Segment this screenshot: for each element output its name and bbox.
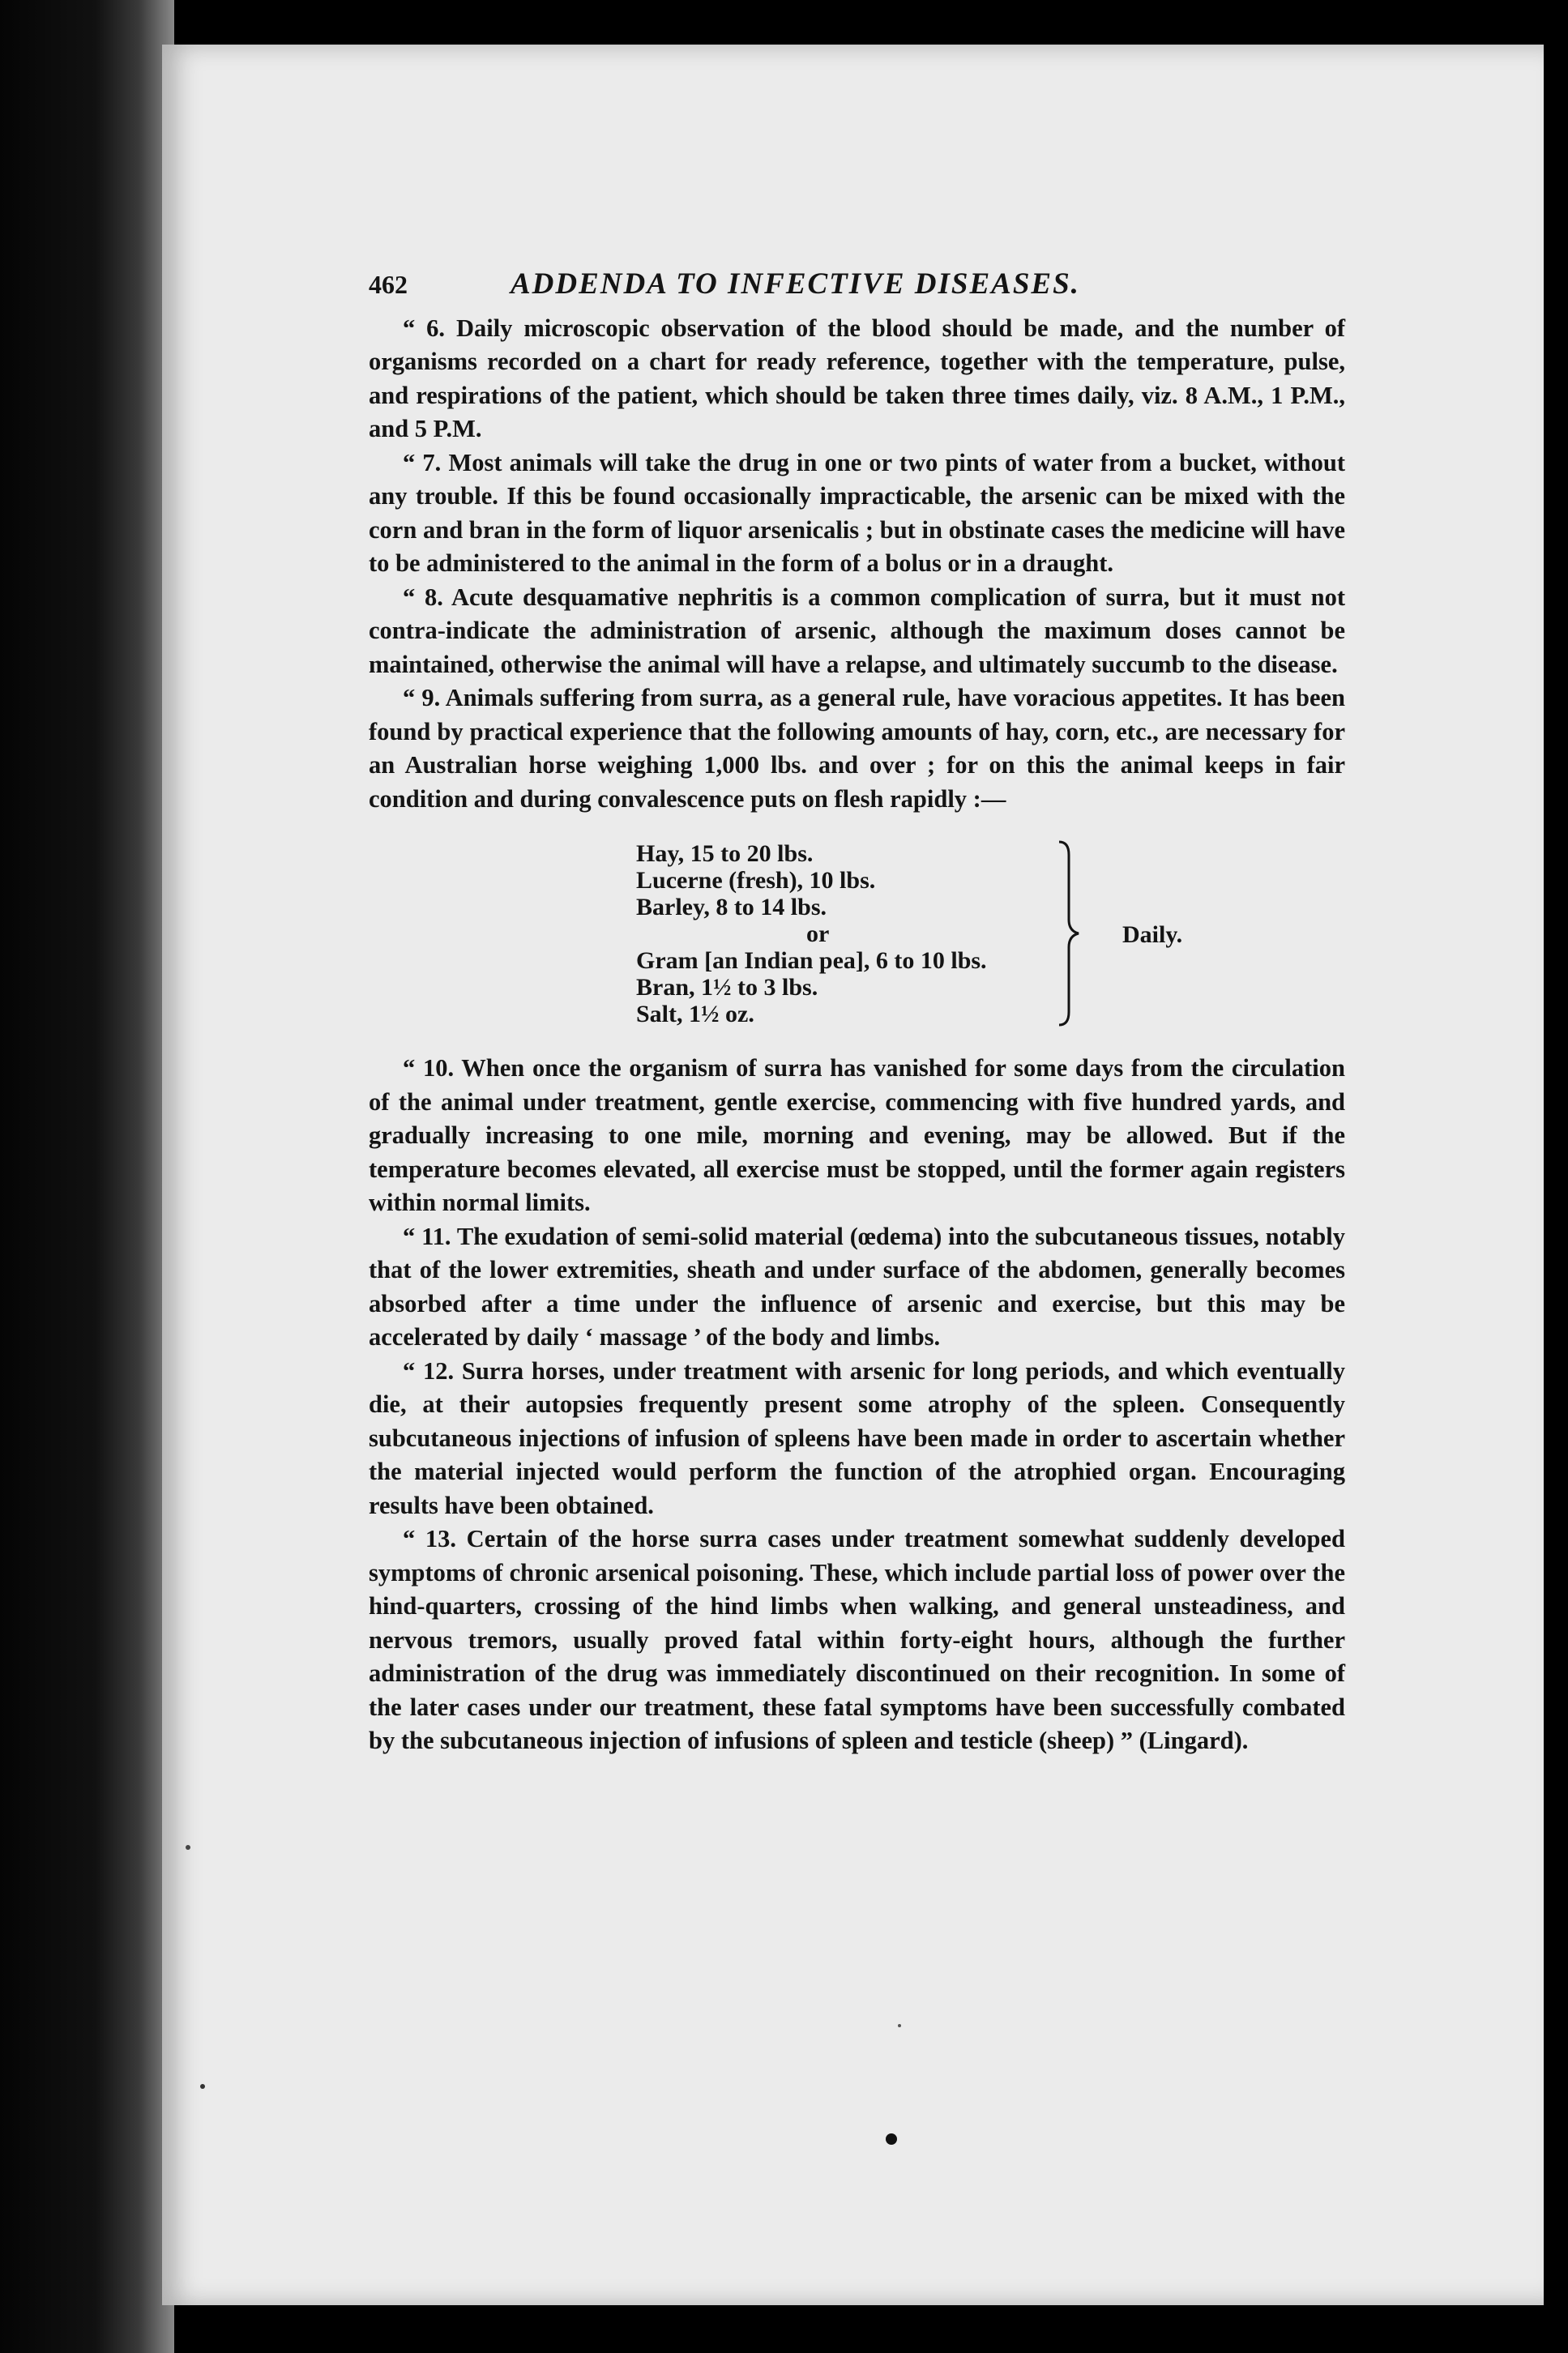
diet-item-gram: Gram [an Indian pea], 6 to 10 lbs. — [636, 947, 987, 974]
paragraph-7: “ 7. Most animals will take the drug in one or two pints of water from a bucket, without any trouble. If this be found occasionally impracticable, the arsenic can be mixed with the corn and bran in the form of liquor arsenicalis ; but in obstinate cases the medicine will have to be administered to the animal in the form of a bolus or in a draught. — [369, 448, 1345, 577]
ink-speck — [200, 2084, 205, 2089]
diet-item-hay: Hay, 15 to 20 lbs. — [636, 840, 814, 867]
diet-item-salt: Salt, 1½ oz. — [636, 1001, 754, 1027]
paragraph-8: “ 8. Acute desquamative nephritis is a common complication of surra, but it must not contra-indicate the administration of arsenic, although the maximum doses cannot be maintained, otherwise the animal will have a relapse, and ultimately succumb to the disease. — [369, 583, 1345, 678]
ink-speck — [186, 1845, 190, 1850]
page-text — [369, 267, 1345, 1758]
paragraph-12: “ 12. Surra horses, under treatment with arsenic for long periods, and which eventually die, at their autopsies frequently present some atrophy of the spleen. Consequently subcutaneous injections of infusion of spleens have been made in order to ascertain whether the material injected would perform the function of the atrophied organ. Encouraging results have been obtained. — [369, 1356, 1345, 1519]
paragraph-6: “ 6. Daily microscopic observation of the blood should be made, and the number of organisms recorded on a chart for ready reference, together with the temperature, pulse, and respirations of the patient, which should be taken three times daily, viz. 8 A.M., 1 P.M., and 5 P.M. — [369, 314, 1345, 442]
diet-item-bran: Bran, 1½ to 3 lbs. — [636, 974, 818, 1001]
ink-speck — [898, 2024, 901, 2027]
paragraph-13: “ 13. Certain of the horse surra cases under treatment somewhat suddenly developed symptoms of chronic arsenical poisoning. These, which include partial loss of power over the hind-quarters, crossing of the hind limbs when walking, and general unsteadiness, and nervous tremors, usually proved fatal within forty-eight hours, although the further administration of the drug was immediately discontinued on their recognition. In some of the later cases under our treatment, these fatal symptoms have been successfully combated by the subcutaneous injection of infusions of spleen and testicle (sheep) ” (Lingard). — [369, 1525, 1345, 1754]
paragraph-10: “ 10. When once the organism of surra has vanished for some days from the circulation of the animal under treatment, gentle exercise, commencing with five hundred yards, and gradually increasing to one mile, morning and evening, may be allowed. But if the temperature becomes elevated, all exercise must be stopped, until the former again registers within normal limits. — [369, 1054, 1345, 1216]
ink-speck — [886, 2133, 897, 2145]
page-number: 462 — [369, 270, 408, 299]
running-title: ADDENDA TO INFECTIVE DISEASES. — [511, 267, 1080, 301]
diet-item-barley: Barley, 8 to 14 lbs. — [636, 894, 827, 920]
paragraph-9: “ 9. Animals suffering from surra, as a general rule, have voracious appetites. It has been found by practical experience that the following amounts of hay, corn, etc., are necessary for an Australian horse weighing 1,000 lbs. and over ; for on this the animal keeps in fair condition and during convalescence puts on flesh rapidly :— — [369, 684, 1345, 813]
running-head — [369, 267, 1345, 302]
diet-table — [636, 840, 1301, 1027]
diet-item-lucerne: Lucerne (fresh), 10 lbs. — [636, 867, 876, 894]
diet-or: or — [806, 920, 830, 947]
paragraph-11: “ 11. The exudation of semi-solid material (œdema) into the subcutaneous tissues, notably that of the lower extremities, sheath and under surface of the abdomen, generally becomes absorbed after a time under the influence of arsenic and exercise, but this may be accelerated by daily ‘ massage ’ of the body and limbs. — [369, 1222, 1345, 1351]
diet-daily-label: Daily. — [1122, 921, 1183, 948]
right-brace-icon — [1057, 839, 1082, 1028]
